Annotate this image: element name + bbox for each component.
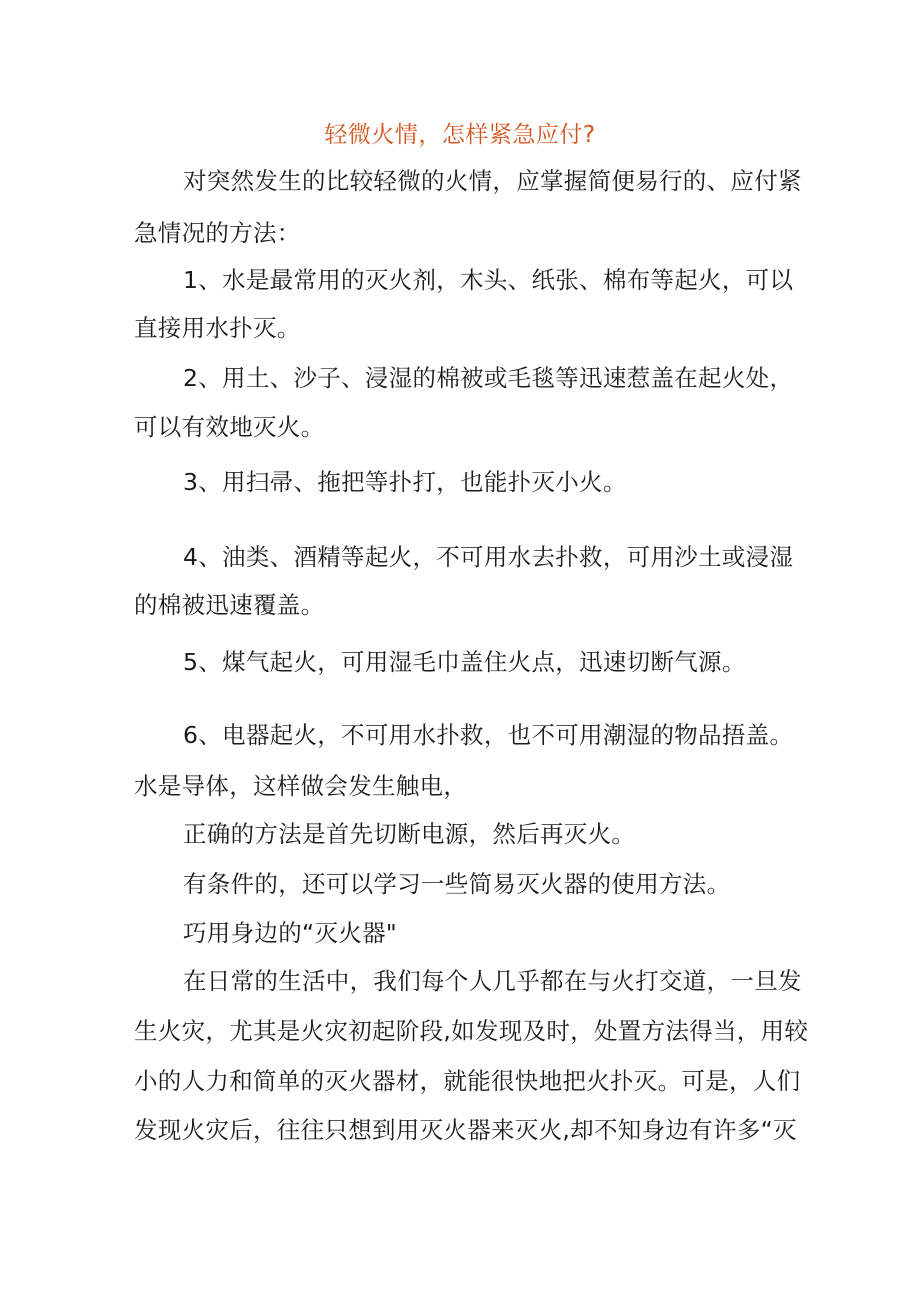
paragraph-line: 可以有效地灭火。 xyxy=(134,413,325,441)
paragraph-line: 对突然发生的比较轻微的火情，应掌握简便易行的、应付紧 xyxy=(183,167,802,195)
paragraph-line: 有条件的，还可以学习一些简易灭火器的使用方法。 xyxy=(183,870,731,898)
paragraph-line: 生火灾，尤其是火灾初起阶段,如发现及时，处置方法得当，用较 xyxy=(134,1017,809,1045)
document-title: 轻微火情，怎样紧急应付? xyxy=(324,122,596,148)
paragraph-line: 5、煤气起火，可用湿毛巾盖住火点，迅速切断气源。 xyxy=(183,648,746,676)
paragraph-line: 小的人力和简单的灭火器材，就能很快地把火扑灭。可是，人们 xyxy=(134,1067,801,1095)
paragraph-line: 2、用土、沙子、浸湿的棉被或毛毯等迅速惹盖在起火处， xyxy=(183,364,794,392)
paragraph-line: 3、用扫帚、拖把等扑打，也能扑灭小火。 xyxy=(183,468,627,496)
paragraph-line: 水是导体，这样做会发生触电， xyxy=(134,772,468,800)
section-heading-line: 巧用身边的“灭火器" xyxy=(183,919,397,947)
paragraph-line: 6、电器起火，不可用水扑救，也不可用潮湿的物品捂盖。 xyxy=(183,721,794,749)
paragraph-line: 4、油类、酒精等起火，不可用水去扑救，可用沙土或浸湿 xyxy=(183,543,794,571)
paragraph-line: 正确的方法是首先切断电源，然后再灭火。 xyxy=(183,820,636,848)
paragraph-line: 急情况的方法： xyxy=(134,219,301,247)
paragraph-line: 直接用水扑灭。 xyxy=(134,314,301,342)
paragraph-line: 发现火灾后，往往只想到用灭火器来灭火,却不知身边有许多“灭 xyxy=(134,1116,797,1144)
paragraph-line: 在日常的生活中，我们每个人几乎都在与火打交道，一旦发 xyxy=(183,967,802,995)
paragraph-line: 1、水是最常用的灭火剂，木头、纸张、棉布等起火，可以 xyxy=(183,266,794,294)
paragraph-line: 的棉被迅速覆盖。 xyxy=(134,591,325,619)
